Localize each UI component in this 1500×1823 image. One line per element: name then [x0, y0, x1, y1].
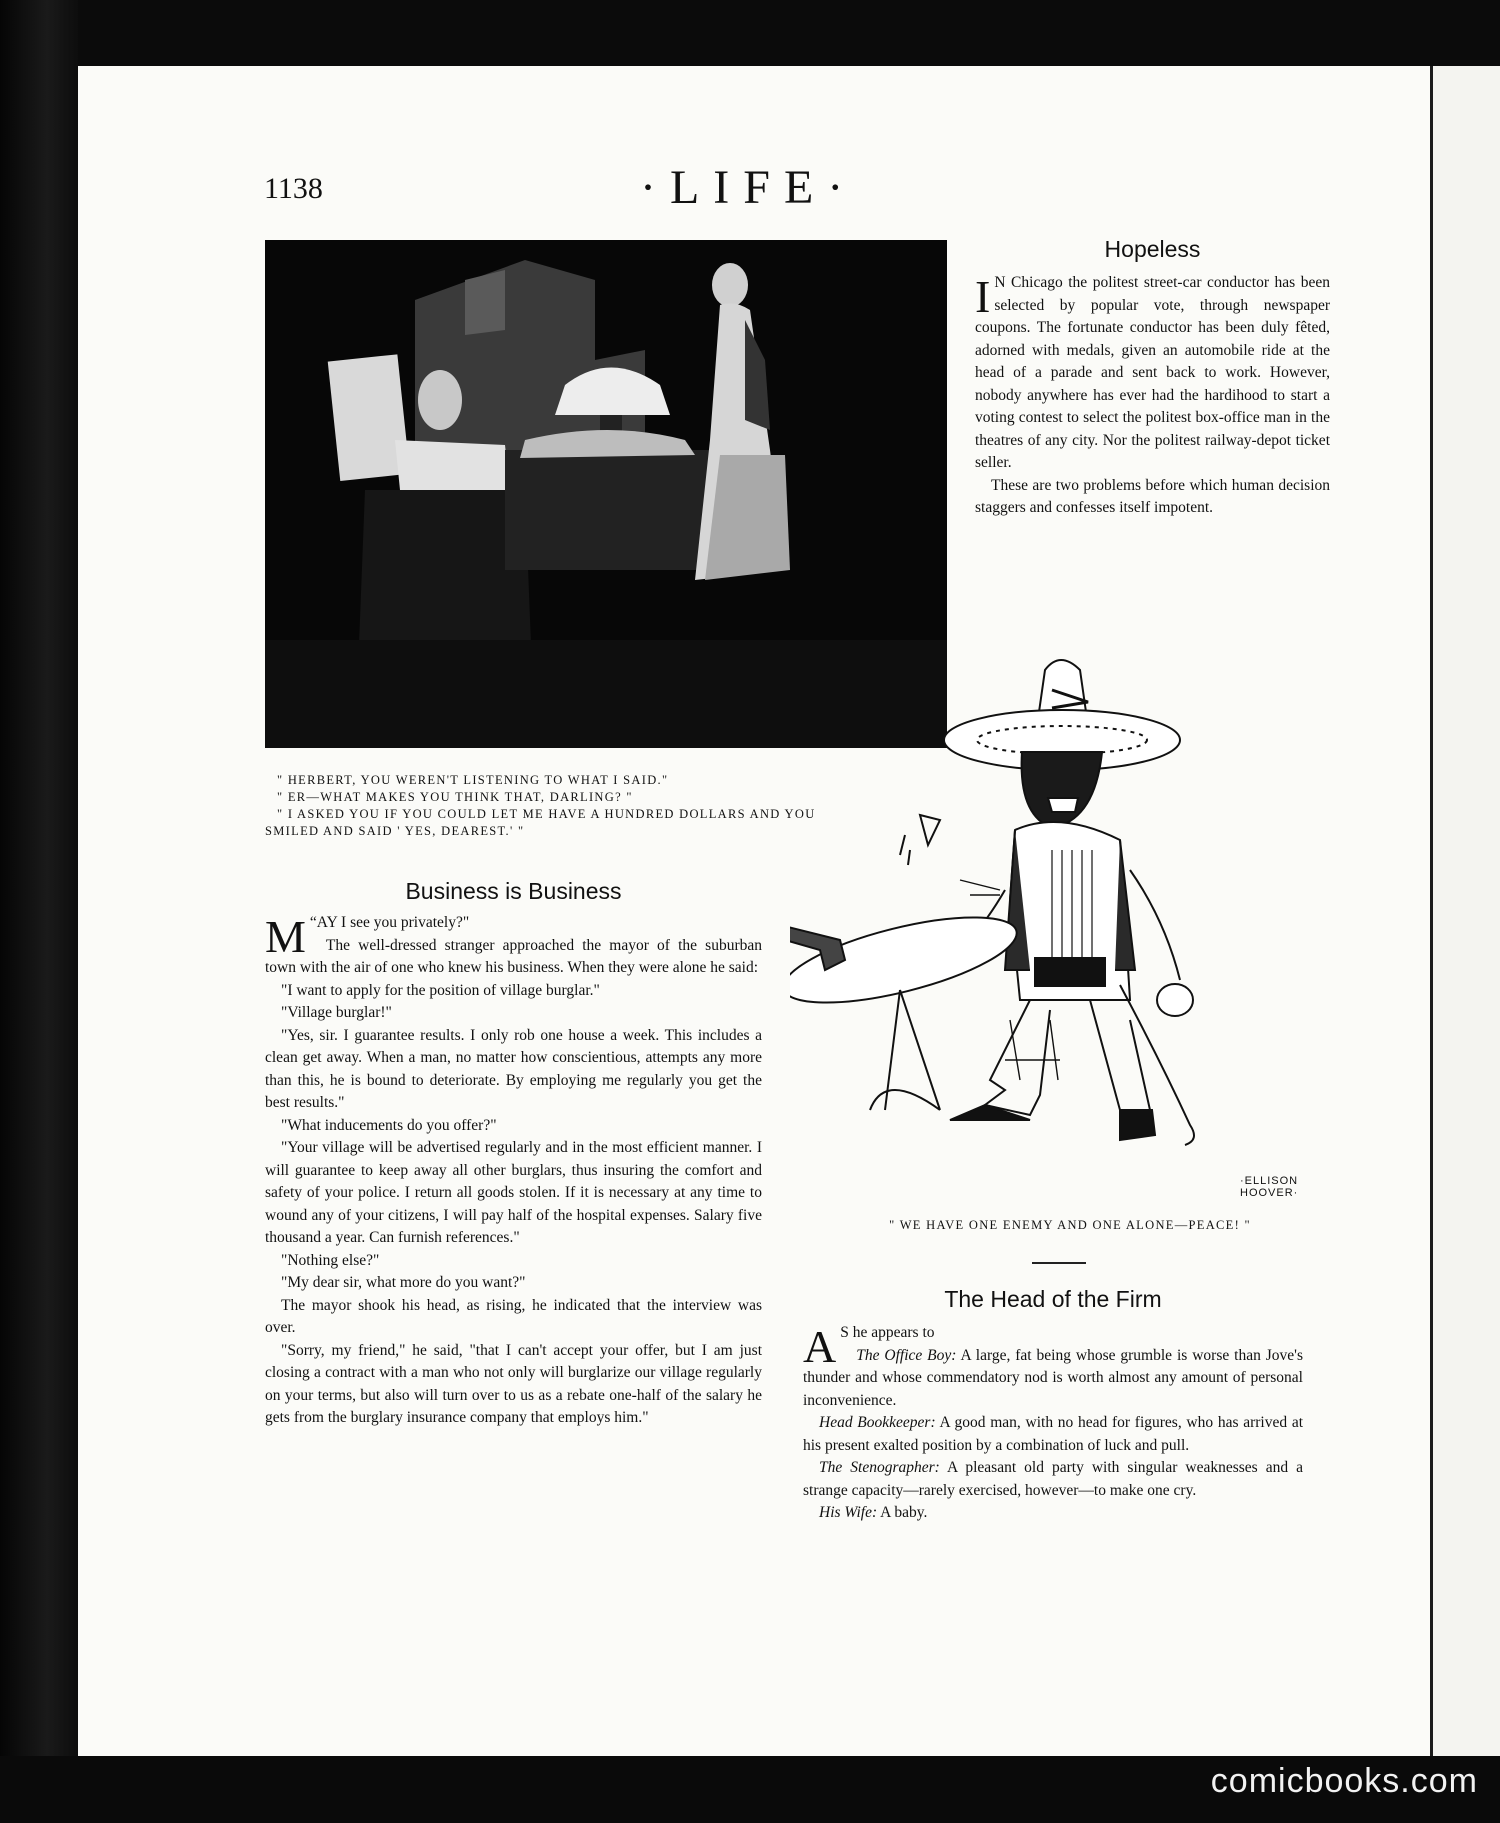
artist-signature: ·ELLISON HOOVER·: [1240, 1175, 1299, 1199]
caption-line: " HERBERT, YOU WEREN'T LISTENING TO WHAT I SAID.": [277, 773, 669, 787]
article-paragraph: A S he appears to: [803, 1321, 935, 1372]
entry-label: Head Bookkeeper:: [819, 1414, 936, 1431]
article-paragraph: "Your village will be advertised regularly and in the most efficient manner. I will guarantee to keep away all other burglars, thus insuring the comfort and safety of your police. I return all goods stolen. If it is necessary at any time to wound any of your citizens, I will pay half of the hospital expenses. Salary five thousand a year. Can furnish references.": [265, 1139, 762, 1246]
entry-label: The Stenographer:: [819, 1459, 940, 1476]
article-title-hopeless: Hopeless: [1104, 236, 1201, 262]
entry-label: The Office Boy:: [856, 1346, 957, 1364]
caption-line: " ER—WHAT MAKES YOU THINK THAT, DARLING? ": [277, 790, 633, 804]
masthead: ·LIFE·: [640, 161, 858, 214]
article-business: [265, 912, 762, 1430]
scan-edge: [0, 0, 78, 1823]
article-entry: The Stenographer: A pleasant old party with singular weaknesses and a strange capacity—rarely exercised, however—to make one cry.: [803, 1459, 1304, 1499]
article-paragraph: The mayor shook his head, as rising, he indicated that the interview was over.: [265, 1296, 762, 1336]
article-title-business: Business is Business: [405, 878, 622, 904]
article-paragraph: "Yes, sir. I guarantee results. I only rob one house a week. This includes a clean get away. When a man, no matter how conscientious, attempts any more than this, he is bound to deteriorate. By employing me regularly you get the best results.": [265, 1026, 762, 1111]
drop-cap: A: [803, 1321, 837, 1372]
article-paragraph: "What inducements do you offer?": [281, 1116, 497, 1134]
article-paragraph: "Village burglar!": [281, 1004, 392, 1021]
article-paragraph: These are two problems before which human decision staggers and confesses itself impotent.: [975, 476, 1330, 516]
cartoon-caption: " WE HAVE ONE ENEMY AND ONE ALONE—PEACE! ": [889, 1218, 1251, 1232]
article-entry: Head Bookkeeper: A good man, with no head for figures, who has arrived at his present exalted position by a combination of luck and pull.: [803, 1414, 1303, 1454]
entry-label: His Wife:: [819, 1504, 878, 1521]
facing-page-edge: [1430, 66, 1500, 1756]
article-entry: The Office Boy: A large, fat being whose grumble is worse than Jove's thunder and whose commendatory nod is worth almost any amount of personal inconvenience.: [803, 1346, 1303, 1409]
cartoon-illustration: [790, 640, 1350, 1210]
article-paragraph: "Sorry, my friend," he said, "that I can't accept your offer, but I am just closing a contract with a man who not only will burglarize our village regularly on your terms, but also will turn over to us as a rebate one-half of the salary he gets from the burglary insurance company that employs him.": [265, 1341, 762, 1426]
drop-cap: M: [265, 911, 306, 962]
article-entry: His Wife: A baby.: [819, 1504, 928, 1521]
bandit-cartoon-drawing: [790, 640, 1350, 1210]
article-title-head-of-firm: The Head of the Firm: [944, 1286, 1162, 1312]
article-paragraph: "Nothing else?": [281, 1251, 380, 1269]
caption-line: " I ASKED YOU IF YOU COULD LET ME HAVE A HUNDRED DOLLARS AND YOU: [277, 807, 816, 821]
article-hopeless: [975, 272, 1330, 520]
page-number: 1138: [264, 172, 323, 205]
article-head-of-firm: [803, 1322, 1303, 1525]
section-divider: [1032, 1262, 1086, 1264]
article-paragraph: The well-dressed stranger approached the mayor of the suburban town with the air of one who knew his business. When they were alone he said:: [265, 936, 762, 976]
drop-cap: I: [975, 271, 991, 322]
article-paragraph: "My dear sir, what more do you want?": [281, 1274, 526, 1291]
caption-line: SMILED AND SAID ' YES, DEAREST.' ": [265, 824, 525, 838]
article-paragraph: "I want to apply for the position of village burglar.": [281, 981, 600, 999]
article-paragraph: I N Chicago the politest street-car conductor has been selected by popular vote, through newspaper coupons. The fortunate conductor has been duly fêted, adorned with medals, given an automobile ride at the head of a parade and sent back to work. However, nobody anywhere has ever had the hardihood to start a voting contest to select the politest box-office man in the theatres of any city. Nor the politest railway-depot ticket seller.: [975, 271, 1330, 471]
article-paragraph: “ M AY I see you privately?": [265, 911, 470, 962]
watermark: comicbooks.com: [1210, 1762, 1478, 1800]
